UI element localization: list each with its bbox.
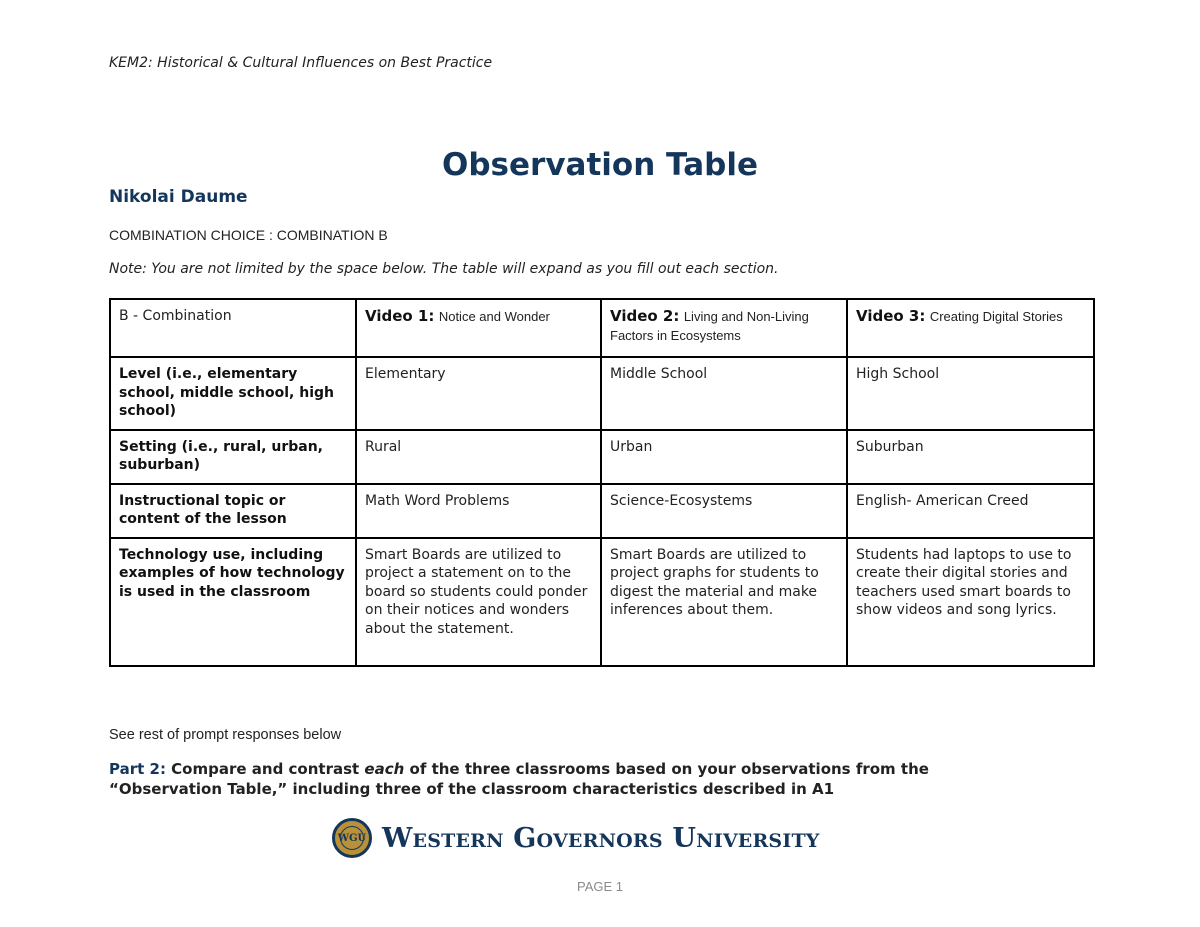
rest-of-responses-note: See rest of prompt responses below (109, 727, 342, 743)
page-number: PAGE 1 (576, 879, 623, 894)
part-2-label: Part 2: (109, 760, 166, 778)
video-title: Creating Digital Stories (929, 309, 1063, 324)
part-2-prompt (109, 760, 1009, 799)
document-header: KEM2: Historical & Cultural Influences on Best Practice (109, 55, 493, 71)
table-row (110, 538, 1094, 666)
table-cell: Smart Boards are utilized to project a statement on to the board so students could ponder on their notices and wonders about the statement. (356, 538, 601, 666)
video-number: Video 2: (610, 307, 680, 325)
row-label: Setting (i.e., rural, urban, suburban) (110, 430, 356, 484)
part-2-text: Compare and contrast (165, 760, 365, 778)
instruction-note: Note: You are not limited by the space below. The table will expand as you fill out each section. (109, 261, 779, 277)
corner-cell: B - Combination (110, 299, 356, 357)
table-header-row (110, 299, 1094, 357)
row-label: Instructional topic or content of the lesson (110, 484, 356, 538)
table-cell: English- American Creed (847, 484, 1094, 538)
page-title: Observation Table (442, 147, 758, 183)
seal-letters: WGU (340, 826, 364, 850)
table-cell: Students had laptops to use to create their digital stories and teachers used smart boards to show videos and song lyrics. (847, 538, 1094, 666)
university-seal-icon (332, 818, 372, 858)
video-number: Video 3: (856, 307, 926, 325)
table-cell: Urban (601, 430, 847, 484)
table-cell: Rural (356, 430, 601, 484)
table-row (110, 357, 1094, 430)
observation-table (109, 298, 1095, 667)
table-cell: Suburban (847, 430, 1094, 484)
table-cell: Elementary (356, 357, 601, 430)
part-2-text: of the three classrooms based on your observations from the “Observation Table,” including three of the classroom characteristics described in A1 (109, 760, 929, 798)
row-label: Level (i.e., elementary school, middle school, high school) (110, 357, 356, 430)
video-title: Notice and Wonder (438, 309, 550, 324)
table-cell: Math Word Problems (356, 484, 601, 538)
table-row (110, 484, 1094, 538)
video-number: Video 1: (365, 307, 435, 325)
video-2-header (601, 299, 847, 357)
table-cell: High School (847, 357, 1094, 430)
logo-wordmark: Western Governors University (382, 822, 820, 854)
author-name: Nikolai Daume (109, 187, 248, 207)
combination-choice: COMBINATION CHOICE : COMBINATION B (109, 227, 388, 243)
row-label: Technology use, including examples of how technology is used in the classroom (110, 538, 356, 666)
table-row (110, 430, 1094, 484)
video-title: Living and Non-Living Factors in Ecosystems (610, 309, 809, 343)
table-cell: Smart Boards are utilized to project graphs for students to digest the material and make inferences about them. (601, 538, 847, 666)
wgu-logo (332, 818, 820, 858)
part-2-emphasis: each (364, 760, 405, 778)
table-cell: Middle School (601, 357, 847, 430)
video-3-header (847, 299, 1094, 357)
video-1-header (356, 299, 601, 357)
table-cell: Science-Ecosystems (601, 484, 847, 538)
